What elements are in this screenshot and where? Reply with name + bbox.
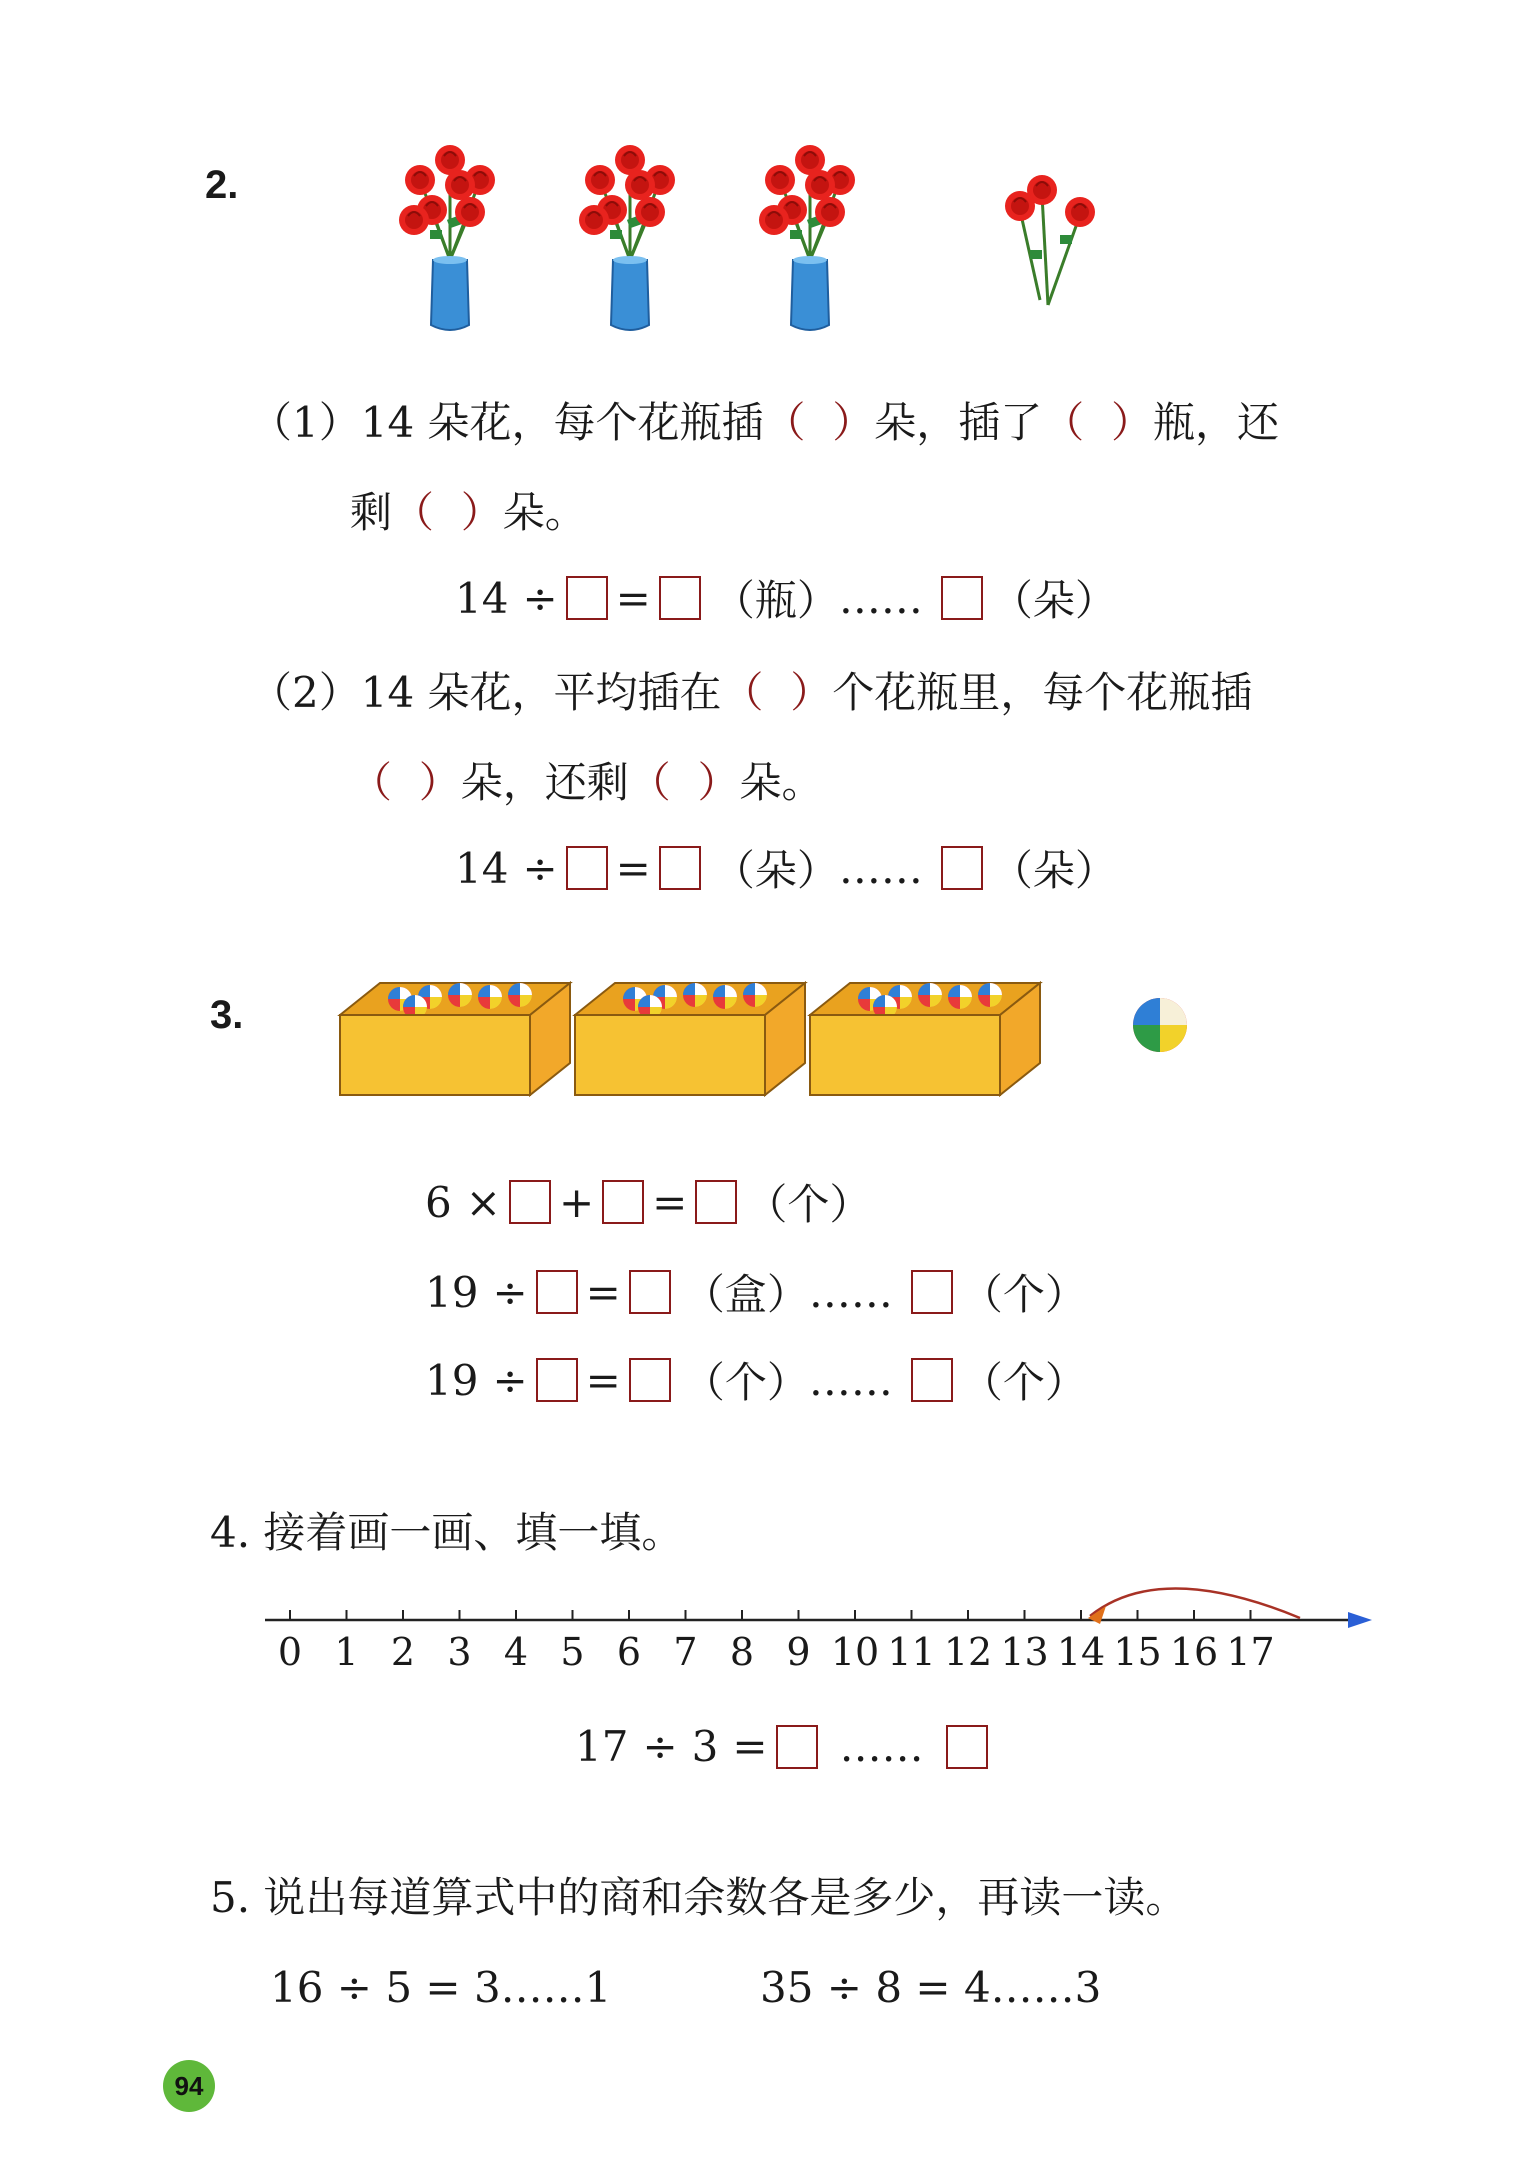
number-line-label: 6 — [616, 1630, 642, 1674]
ball-box-2 — [575, 983, 805, 1095]
answer-box[interactable] — [509, 1180, 551, 1224]
q3-equation-1: 6 × + = （个） — [425, 1177, 872, 1229]
loose-roses — [1005, 175, 1095, 305]
q5-example-2: 35 ÷ 8 = 4……3 — [760, 1963, 1102, 2012]
q5-example-1: 16 ÷ 5 = 3……1 — [270, 1963, 612, 2012]
answer-box[interactable] — [695, 1180, 737, 1224]
number-line-label: 17 — [1226, 1630, 1275, 1674]
answer-box[interactable] — [941, 846, 983, 890]
number-line-label: 1 — [334, 1630, 359, 1674]
q4-equation: 17 ÷ 3 = …… — [575, 1722, 996, 1771]
number-line-label: 5 — [560, 1630, 585, 1674]
q2-sub1-line2: 剩（ ）朵。 — [350, 488, 587, 537]
number-line-label: 7 — [673, 1630, 698, 1674]
number-line-label: 11 — [887, 1630, 936, 1674]
vase-1 — [399, 145, 495, 330]
answer-box[interactable] — [536, 1358, 578, 1402]
q3-equation-2: 19 ÷ = （盒） …… （个） — [425, 1267, 1087, 1319]
vase-2 — [579, 145, 675, 330]
q4-title: 4. 接着画一画、填一填。 — [210, 1508, 684, 1557]
number-line-label: 15 — [1113, 1630, 1162, 1674]
q3-equation-3: 19 ÷ = （个） …… （个） — [425, 1355, 1087, 1407]
blank[interactable] — [1084, 398, 1111, 447]
flower-illustration — [380, 140, 1140, 350]
q2-sub1-equation: 14 ÷ = （瓶） …… （朵） — [455, 573, 1117, 625]
number-line-label: 9 — [786, 1630, 811, 1674]
number-line-label: 0 — [277, 1630, 303, 1674]
answer-box[interactable] — [536, 1270, 578, 1314]
answer-box[interactable] — [566, 846, 608, 890]
blank[interactable] — [434, 488, 461, 537]
number-line-label: 3 — [447, 1630, 472, 1674]
ball-box-1 — [340, 983, 570, 1095]
q2-sub2-line1: （2）14 朵花，平均插在（ ）个花瓶里，每个花瓶插 — [250, 668, 1253, 717]
answer-box[interactable] — [776, 1725, 818, 1769]
answer-box[interactable] — [911, 1358, 953, 1402]
arrow-head-icon — [1348, 1612, 1372, 1628]
page-number-badge: 94 — [163, 2060, 215, 2112]
number-line-label: 12 — [943, 1630, 993, 1674]
q5-title: 5. 说出每道算式中的商和余数各是多少，再读一读。 — [210, 1873, 1188, 1922]
single-ball — [1133, 998, 1187, 1052]
blank[interactable] — [671, 758, 698, 807]
answer-box[interactable] — [911, 1270, 953, 1314]
answer-box[interactable] — [659, 846, 701, 890]
ball-boxes-illustration — [335, 970, 1215, 1110]
number-line-label: 13 — [1000, 1630, 1049, 1674]
q2-sub1-line1: （1）14 朵花，每个花瓶插（ ）朵，插了（ ）瓶，还 — [250, 398, 1280, 447]
number-line-label: 8 — [729, 1630, 755, 1674]
answer-box[interactable] — [629, 1358, 671, 1402]
answer-box[interactable] — [602, 1180, 644, 1224]
ball-box-3 — [810, 983, 1040, 1095]
q3-number: 3. — [210, 993, 244, 1037]
blank[interactable] — [764, 668, 791, 717]
blank[interactable] — [806, 398, 833, 447]
answer-box[interactable] — [566, 576, 608, 620]
q2-sub2-line2: （ ）朵，还剩（ ）朵。 — [350, 758, 824, 807]
answer-box[interactable] — [941, 576, 983, 620]
q2-sub2-equation: 14 ÷ = （朵） …… （朵） — [455, 843, 1117, 895]
vase-3 — [759, 145, 855, 330]
number-line-label: 10 — [830, 1630, 880, 1674]
number-line-labels — [260, 1630, 1380, 1680]
number-line-label: 4 — [503, 1630, 529, 1674]
number-line-label: 16 — [1169, 1630, 1219, 1674]
answer-box[interactable] — [659, 576, 701, 620]
number-line-label: 2 — [390, 1630, 416, 1674]
blank[interactable] — [392, 758, 419, 807]
answer-box[interactable] — [946, 1725, 988, 1769]
number-line-label: 14 — [1056, 1630, 1106, 1674]
q2-number: 2. — [205, 163, 239, 207]
answer-box[interactable] — [629, 1270, 671, 1314]
